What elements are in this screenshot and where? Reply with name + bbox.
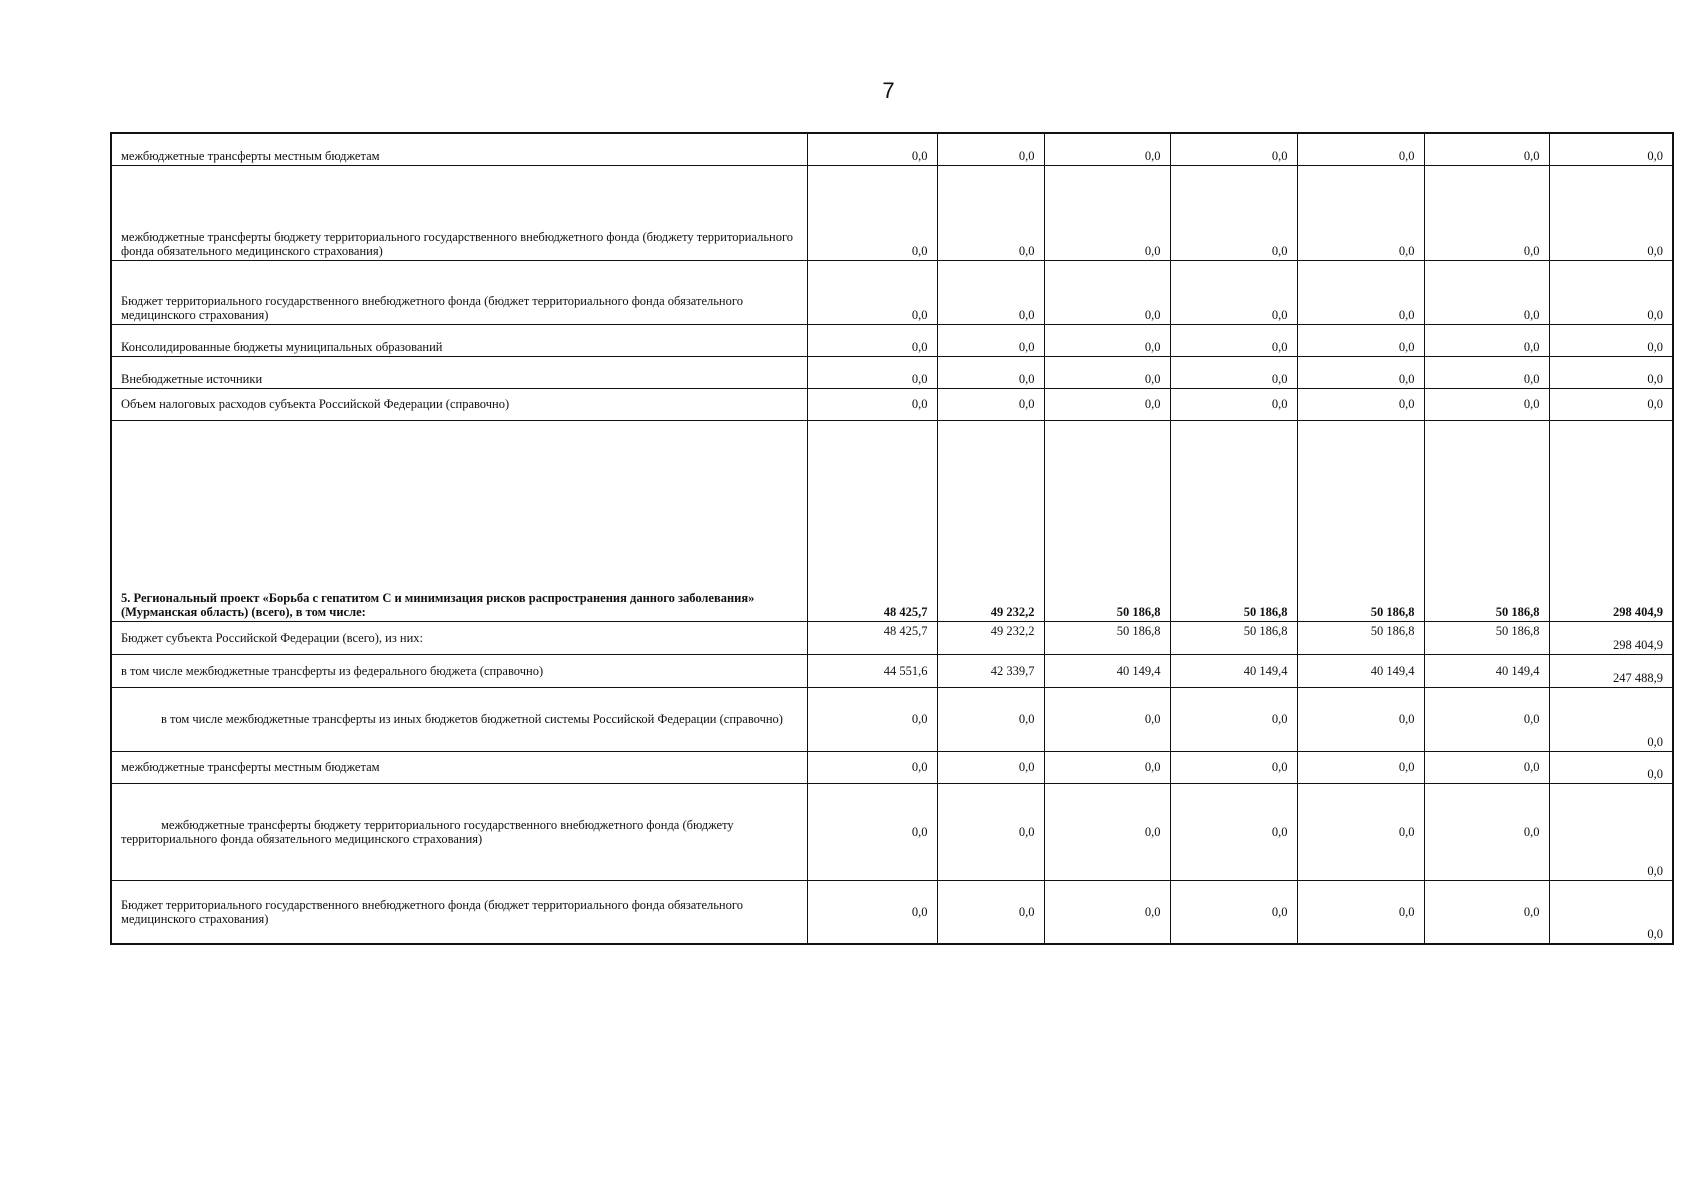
total-cell: 0,0 (1549, 687, 1673, 751)
value-cell: 0,0 (1424, 751, 1549, 783)
value-cell: 0,0 (1044, 880, 1170, 944)
total-cell: 247 488,9 (1549, 654, 1673, 687)
value-cell: 50 186,8 (1297, 621, 1424, 654)
value-cell: 0,0 (1297, 751, 1424, 783)
value-cell: 0,0 (1170, 783, 1297, 880)
value-cell: 0,0 (1044, 751, 1170, 783)
value-cell: 0,0 (807, 324, 937, 356)
value-cell: 0,0 (1297, 687, 1424, 751)
value-cell: 0,0 (807, 388, 937, 420)
value-cell: 49 232,2 (937, 420, 1044, 621)
value-cell: 0,0 (1297, 356, 1424, 388)
row-label: межбюджетные трансферты бюджету территориального государственного внебюджетного фонда (бюджету территориального фонда обязательного медицинского страхования) (111, 783, 807, 880)
row-label: Внебюджетные источники (111, 356, 807, 388)
total-cell: 298 404,9 (1549, 420, 1673, 621)
total-cell: 0,0 (1549, 751, 1673, 783)
value-cell: 0,0 (1297, 165, 1424, 260)
value-cell: 0,0 (807, 687, 937, 751)
value-cell: 0,0 (1170, 388, 1297, 420)
value-cell: 0,0 (1044, 260, 1170, 324)
value-cell: 0,0 (1424, 133, 1549, 165)
row-label: Объем налоговых расходов субъекта Российской Федерации (справочно) (111, 388, 807, 420)
table-row (111, 165, 1673, 260)
table-row (111, 133, 1673, 165)
value-cell: 0,0 (1297, 783, 1424, 880)
total-cell: 0,0 (1549, 880, 1673, 944)
total-cell: 0,0 (1549, 260, 1673, 324)
value-cell: 0,0 (1170, 165, 1297, 260)
value-cell: 0,0 (937, 783, 1044, 880)
value-cell: 0,0 (1044, 133, 1170, 165)
value-cell: 50 186,8 (1044, 621, 1170, 654)
value-cell: 0,0 (807, 751, 937, 783)
value-cell: 40 149,4 (1424, 654, 1549, 687)
row-label: Бюджет территориального государственного внебюджетного фонда (бюджет территориального фонда обязательного медицинского страхования) (111, 880, 807, 944)
value-cell: 48 425,7 (807, 621, 937, 654)
total-cell: 0,0 (1549, 783, 1673, 880)
value-cell: 0,0 (1170, 324, 1297, 356)
total-cell: 0,0 (1549, 324, 1673, 356)
table-row (111, 880, 1673, 944)
value-cell: 0,0 (1044, 324, 1170, 356)
table-row (111, 783, 1673, 880)
value-cell: 0,0 (807, 783, 937, 880)
value-cell: 0,0 (807, 880, 937, 944)
value-cell: 49 232,2 (937, 621, 1044, 654)
value-cell: 0,0 (937, 133, 1044, 165)
value-cell: 0,0 (807, 165, 937, 260)
row-label: Консолидированные бюджеты муниципальных образований (111, 324, 807, 356)
value-cell: 40 149,4 (1297, 654, 1424, 687)
row-label: Бюджет субъекта Российской Федерации (всего), из них: (111, 621, 807, 654)
value-cell: 0,0 (1044, 783, 1170, 880)
table-row (111, 687, 1673, 751)
value-cell: 0,0 (937, 165, 1044, 260)
value-cell: 0,0 (937, 687, 1044, 751)
value-cell: 0,0 (1297, 388, 1424, 420)
row-label: в том числе межбюджетные трансферты из иных бюджетов бюджетной системы Российской Федерации (справочно) (111, 687, 807, 751)
value-cell: 0,0 (1170, 260, 1297, 324)
value-cell: 0,0 (1170, 133, 1297, 165)
value-cell: 0,0 (1297, 260, 1424, 324)
total-cell: 0,0 (1549, 356, 1673, 388)
value-cell: 0,0 (1424, 165, 1549, 260)
value-cell: 0,0 (1424, 324, 1549, 356)
budget-table (110, 132, 1674, 945)
value-cell: 0,0 (937, 388, 1044, 420)
row-label: межбюджетные трансферты местным бюджетам (111, 751, 807, 783)
value-cell: 42 339,7 (937, 654, 1044, 687)
value-cell: 0,0 (1170, 880, 1297, 944)
value-cell: 50 186,8 (1170, 420, 1297, 621)
value-cell: 0,0 (1044, 388, 1170, 420)
value-cell: 0,0 (1424, 260, 1549, 324)
value-cell: 40 149,4 (1170, 654, 1297, 687)
total-cell: 298 404,9 (1549, 621, 1673, 654)
value-cell: 0,0 (807, 133, 937, 165)
value-cell: 0,0 (1297, 880, 1424, 944)
value-cell: 50 186,8 (1170, 621, 1297, 654)
value-cell: 40 149,4 (1044, 654, 1170, 687)
row-label: Бюджет территориального государственного внебюджетного фонда (бюджет территориального фонда обязательного медицинского страхования) (111, 260, 807, 324)
total-cell: 0,0 (1549, 165, 1673, 260)
value-cell: 0,0 (1424, 388, 1549, 420)
value-cell: 0,0 (1424, 687, 1549, 751)
value-cell: 0,0 (1044, 165, 1170, 260)
value-cell: 0,0 (1424, 356, 1549, 388)
row-label: 5. Региональный проект «Борьба с гепатитом С и минимизация рисков распространения данного заболевания» (Мурманская область) (всего), в том числе: (111, 420, 807, 621)
total-cell: 0,0 (1549, 133, 1673, 165)
value-cell: 50 186,8 (1424, 420, 1549, 621)
value-cell: 0,0 (937, 324, 1044, 356)
table-row (111, 260, 1673, 324)
value-cell: 50 186,8 (1297, 420, 1424, 621)
value-cell: 0,0 (1044, 687, 1170, 751)
value-cell: 0,0 (1297, 133, 1424, 165)
table-row (111, 356, 1673, 388)
value-cell: 44 551,6 (807, 654, 937, 687)
value-cell: 0,0 (937, 751, 1044, 783)
value-cell: 0,0 (937, 356, 1044, 388)
total-cell: 0,0 (1549, 388, 1673, 420)
value-cell: 0,0 (1170, 687, 1297, 751)
table-row (111, 654, 1673, 687)
page-number: 7 (882, 78, 895, 103)
row-label: межбюджетные трансферты бюджету территориального государственного внебюджетного фонда (бюджету территориального фонда обязательного медицинского страхования) (111, 165, 807, 260)
value-cell: 0,0 (1424, 880, 1549, 944)
row-label: в том числе межбюджетные трансферты из федерального бюджета (справочно) (111, 654, 807, 687)
value-cell: 0,0 (937, 260, 1044, 324)
value-cell: 50 186,8 (1424, 621, 1549, 654)
value-cell: 48 425,7 (807, 420, 937, 621)
value-cell: 0,0 (937, 880, 1044, 944)
value-cell: 0,0 (1170, 751, 1297, 783)
value-cell: 50 186,8 (1044, 420, 1170, 621)
value-cell: 0,0 (1424, 783, 1549, 880)
row-label: межбюджетные трансферты местным бюджетам (111, 133, 807, 165)
table-row (111, 751, 1673, 783)
value-cell: 0,0 (807, 260, 937, 324)
table-row (111, 324, 1673, 356)
table-row (111, 621, 1673, 654)
value-cell: 0,0 (1044, 356, 1170, 388)
value-cell: 0,0 (1170, 356, 1297, 388)
table-row (111, 388, 1673, 420)
value-cell: 0,0 (1297, 324, 1424, 356)
value-cell: 0,0 (807, 356, 937, 388)
table-row (111, 420, 1673, 621)
